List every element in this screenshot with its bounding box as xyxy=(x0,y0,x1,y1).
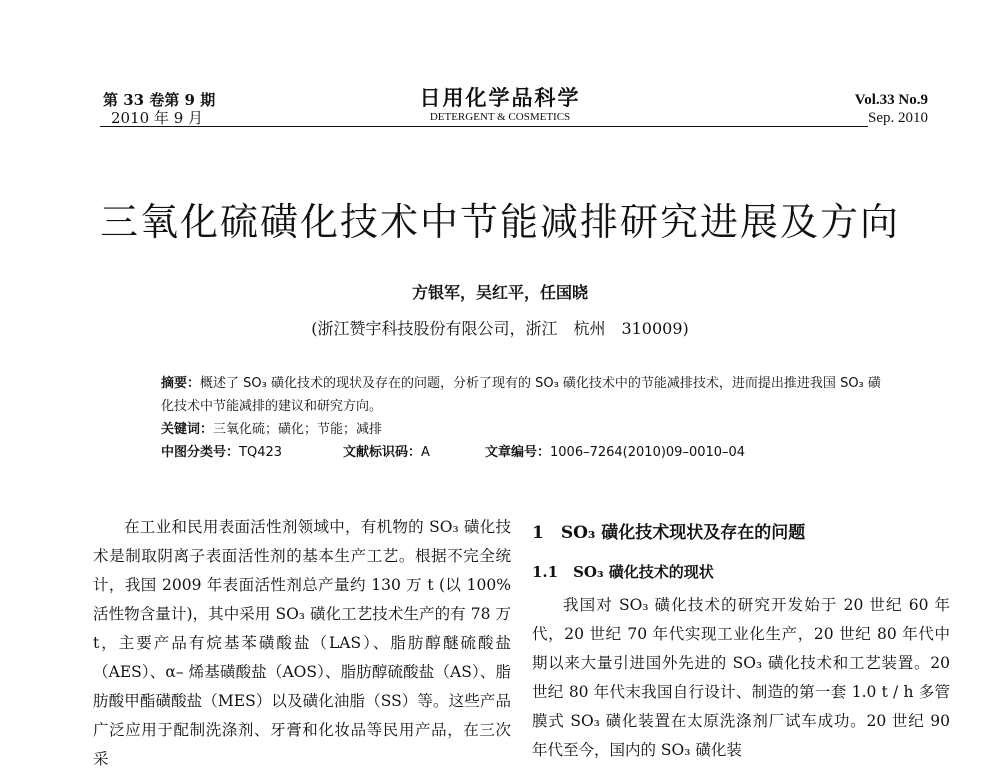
date-cn: 2010 年 9 月 xyxy=(111,109,204,127)
journal-title-cn: 日用化学品科学 xyxy=(419,85,581,110)
keywords-text: 三氧化硫；磺化；节能；减排 xyxy=(213,422,383,437)
affiliation: (浙江赞宇科技股份有限公司，浙江 杭州 310009) xyxy=(311,319,689,338)
abstract-label: 摘要： xyxy=(161,376,201,391)
clc-label: 中图分类号： xyxy=(161,445,240,460)
header-right xyxy=(855,91,928,127)
intro-paragraph: 在工业和民用表面活性剂领域中，有机物的 SO₃ 磺化技术是制取阴离子表面活性剂的基本生产工艺。根据不完全统计，我国 2009 年表面活性剂总产量约 130 万 t (以 100%活性物含量计)，其中采用 SO₃ 磺化工艺技术生产的有 78 万 t，主要产品有烷基苯磺酸盐（LAS）、脂肪醇醚硫酸盐（AES）、α– 烯基磺酸盐（AOS）、脂肪醇硫酸盐（AS）、脂肪酸甲酯磺酸盐（MES）以及磺化油脂（SS）等。这些产品广泛应用于配制洗涤剂、牙膏和化妆品等民用产品，在三次采 xyxy=(93,518,511,768)
clc-value: TQ423 xyxy=(239,445,283,460)
doc-code-value: A xyxy=(421,445,430,460)
body-left-column xyxy=(93,513,511,774)
article-no-label: 文章编号： xyxy=(485,445,551,460)
journal-title-en: DETERGENT & COSMETICS xyxy=(429,111,571,123)
abstract-block xyxy=(161,372,881,464)
vol-en: Vol.33 No.9 xyxy=(854,92,928,108)
date-en: Sep. 2010 xyxy=(868,110,928,126)
subsection-heading: 1.1 SO₃ 磺化技术的现状 xyxy=(532,563,714,581)
volume-issue: 第 33 卷第 9 期 xyxy=(103,91,216,109)
section-paragraph: 我国对 SO₃ 磺化技术的研究开发始于 20 世纪 60 年代，20 世纪 70 年代实现工业化生产，20 世纪 80 年代中期以来大量引进国外先进的 SO₃ 磺化技术和工艺装置。20 世纪 80 年代末我国自行设计、制造的第一套 1.0 t / h 多管膜式 SO₃ 磺化装置在太原洗涤剂厂试车成功。20 世纪 90 年代至今，国内的 SO₃ 磺化装 xyxy=(532,596,950,759)
header-center xyxy=(0,86,1000,124)
body-right-column xyxy=(532,513,950,765)
paper-title: 三氧化硫磺化技术中节能减排研究进展及方向 xyxy=(99,200,900,244)
section-heading: 1 SO₃ 磺化技术现状及存在的问题 xyxy=(532,523,806,543)
header-rule xyxy=(100,126,868,127)
abstract xyxy=(161,372,881,418)
keywords xyxy=(161,418,881,441)
classification-row xyxy=(161,441,881,464)
authors: 方银军，吴红平，任国晓 xyxy=(411,283,588,302)
abstract-text: 概述了 SO₃ 磺化技术的现状及存在的问题，分析了现有的 SO₃ 磺化技术中的节能减排技术，进而提出推进我国 SO₃ 磺化技术中节能减排的建议和研究方向。 xyxy=(161,376,881,414)
keywords-label: 关键词： xyxy=(161,422,214,437)
doc-code-label: 文献标识码： xyxy=(343,445,422,460)
article-no-value: 1006–7264(2010)09–0010–04 xyxy=(550,445,746,460)
